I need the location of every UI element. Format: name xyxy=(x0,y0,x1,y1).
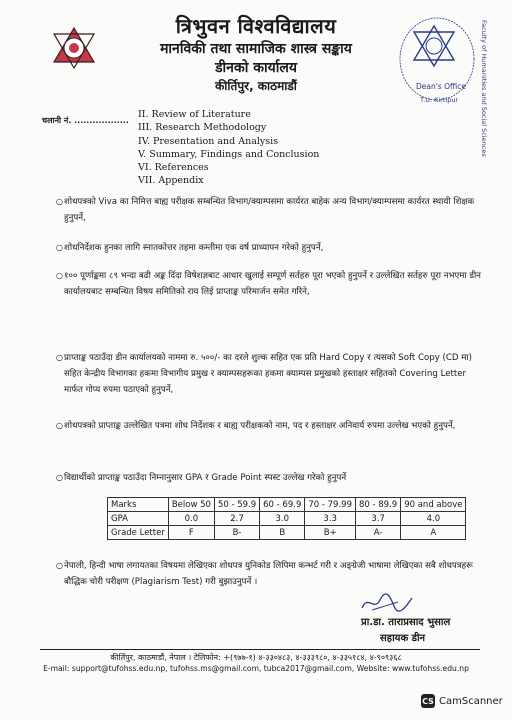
camscanner-label: CamScanner xyxy=(439,695,503,707)
bullet-icon: ○ xyxy=(56,243,63,252)
thesis-structure-list xyxy=(138,108,319,188)
table-cell: B+ xyxy=(305,526,356,540)
signatory-title: सहायक डीन xyxy=(380,633,426,644)
list-item: VII. Appendix xyxy=(138,175,204,187)
table-cell: A- xyxy=(355,526,400,540)
rule-text: शोधपत्रको प्राप्ताङ्क उल्लेखित पत्रमा शोध निर्देशक र बाह्य परीक्षकको नाम, पद र हस्ताक्षर अनिवार्य रुपमा उल्लेख भएको हुनुपर्ने, xyxy=(64,421,456,431)
office-name: डीनको कार्यालय xyxy=(215,60,297,76)
table-cell: 0.0 xyxy=(168,512,214,526)
list-item: II. Review of Literature xyxy=(138,109,251,120)
table-cell: 80 - 89.9 xyxy=(355,498,400,512)
grade-table xyxy=(107,497,466,540)
table-cell: 70 - 79.99 xyxy=(305,498,356,512)
table-cell: 3.0 xyxy=(260,512,305,526)
table-cell: 50 - 59.9 xyxy=(214,498,259,512)
list-item: VI. References xyxy=(138,162,209,174)
bullet-icon: ○ xyxy=(56,473,63,482)
camscanner-watermark xyxy=(421,694,503,708)
bullet-icon: ○ xyxy=(56,353,63,362)
table-cell: B xyxy=(260,526,305,540)
table-cell: 3.7 xyxy=(355,512,400,526)
rule-submission-fee xyxy=(56,350,484,398)
university-name: त्रिभुवन विश्वविद्यालय xyxy=(175,14,337,38)
table-cell: F xyxy=(168,526,214,540)
reference-number: चलानी नं. .................. xyxy=(42,116,129,125)
rule-plagiarism xyxy=(56,558,484,590)
rule-text: विद्यार्थीको प्राप्ताङ्क पठाउँदा निम्नानुसार GPA र Grade Point स्पस्ट उल्लेख गरेको हुनुपर्ने xyxy=(64,473,347,483)
bullet-icon: ○ xyxy=(56,561,63,570)
table-cell: 3.3 xyxy=(305,512,356,526)
rule-external-examiner xyxy=(56,194,484,226)
rule-marks-above-89 xyxy=(56,268,484,300)
faculty-name: मानविकी तथा सामाजिक शास्त्र सङ्काय xyxy=(160,41,352,57)
rule-text: नेपाली, हिन्दी भाषा लगायतका विषयमा लेखिएका शोधपत्र युनिकोड लिपिमा कन्भर्ट गरी र अङ्ग्रेजी भाषामा लेखिएका सबै शोधपत्रहरू बौद्धिक चोरी परीक्षण (Plagiarism Test) गरी बुझाउनुपर्ने । xyxy=(64,561,473,587)
table-cell: GPA xyxy=(108,512,169,526)
table-cell: Grade Letter xyxy=(108,526,169,540)
footer-divider xyxy=(40,649,480,650)
rule-signatures xyxy=(56,418,484,434)
list-item: III. Research Methodology xyxy=(138,122,267,134)
footer-address: कीर्तिपुर, काठमाडौं, नेपाल । टेलिफोन: +(९७७-१) ४-३३०४८३, ४-३३३९८०, ४-३३५१८४, ४-९०९३६८ xyxy=(110,653,402,662)
footer-contact: E-mail: support@tufohss.edu.np, tufohss.ms@gmail.com, tubca2017@gmail.com, Website: www.tufohss.edu.np xyxy=(43,664,469,673)
table-cell: 90 and above xyxy=(401,498,466,512)
bullet-icon: ○ xyxy=(56,197,63,206)
table-cell: Below 50 xyxy=(168,498,214,512)
table-cell: A xyxy=(401,526,466,540)
table-row xyxy=(108,498,466,512)
list-item: V. Summary, Findings and Conclusion xyxy=(138,148,320,160)
table-row xyxy=(108,512,466,526)
bullet-icon: ○ xyxy=(56,271,63,280)
table-cell: Marks xyxy=(108,498,169,512)
rule-text: १०० पूर्णाङ्कमा ८९ भन्दा बढी अङ्क दिंदा विषेशज्ञबाट आधार खुलाई सम्पूर्ण सर्तहरु पूरा भएको हुनुपर्ने र उल्लेखित सर्तहरु पूरा नभएमा डीन कार्यालयबाट सम्बन्धित विषय समितिको राय लिई प्राप्ताङ्क परिमार्जन समेत गरिने, xyxy=(64,271,481,297)
rule-text: शोधपत्रको Viva का निमित्त बाह्य परीक्षक सम्बन्धित विभाग/क्याम्पसमा कार्यरत बाहेक अन्य विभाग/क्याम्पसमा कार्यरत स्थायी शिक्षक हुनुपर्ने, xyxy=(64,197,475,223)
table-cell: 60 - 69.9 xyxy=(260,498,305,512)
signatory-name: प्रा.डा. ताराप्रसाद भुसाल xyxy=(361,617,451,628)
rule-supervisor xyxy=(56,240,484,256)
table-cell: 4.0 xyxy=(401,512,466,526)
bullet-icon: ○ xyxy=(56,421,63,430)
camscanner-icon: CS xyxy=(421,694,435,708)
table-cell: 2.7 xyxy=(214,512,259,526)
table-row xyxy=(108,526,466,540)
stamp-office-text: Dean's Office xyxy=(416,82,466,91)
rule-text: प्राप्ताङ्क पठाउँदा डीन कार्यालयको नाममा रु. ५००/- का दरले शुल्क सहित एक प्रति Hard Copy र त्यसको Soft Copy (CD मा) सहित केन्द्रीय विभागका हकमा विभागीय प्रमुख र क्याम्पसहरूका हकमा क्याम्पस प्रमुखको हस्ताक्षर सहितको Covering Letter मार्फत गोप्य रुपमा पठाएको हुनुपर्ने, xyxy=(64,353,472,395)
stamp-arc-text: Faculty of Humanities and Social Sciences xyxy=(480,20,488,157)
list-item: IV. Presentation and Analysis xyxy=(138,135,279,147)
handwritten-signature xyxy=(358,592,418,614)
office-location: कीर्तिपुर, काठमाडौं xyxy=(215,79,297,93)
rule-text: शोधनिर्देशक हुनका लागि स्नातकोत्तर तहमा कम्तीमा एक वर्ष प्राध्यापन गरेको हुनुपर्ने, xyxy=(64,243,324,253)
stamp-place-text: T.U. Kirtipur xyxy=(420,96,459,104)
table-cell: B- xyxy=(214,526,259,540)
rule-gpa xyxy=(56,470,484,486)
